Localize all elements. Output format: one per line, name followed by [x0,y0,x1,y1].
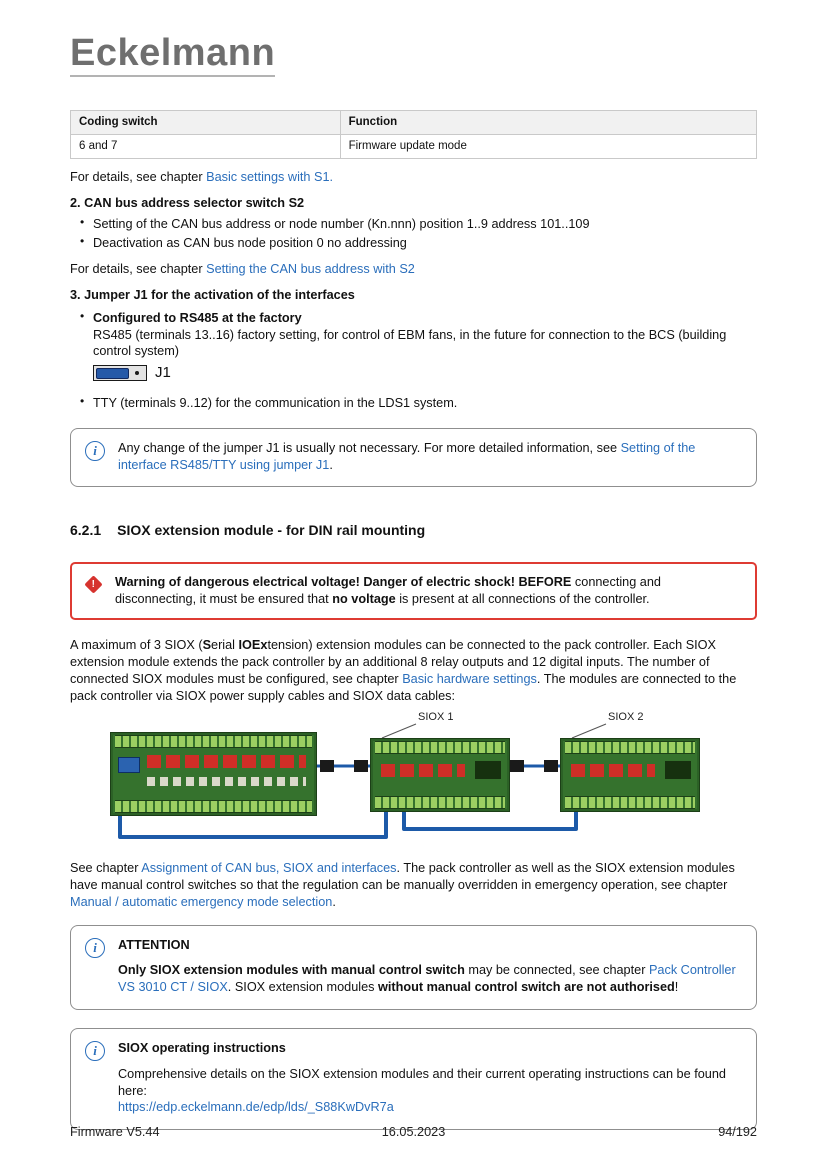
link-manual-automatic-emergency[interactable]: Manual / automatic emergency mode selection [70,894,333,909]
siox-instructions-title: SIOX operating instructions [118,1040,286,1055]
text-segment: A maximum of 3 SIOX ( [70,638,203,653]
text-segment: tension) extension modules can be connected to the pack controller. Each SIOX extension module extends the pack controller by an additional 8 relay outputs and 12 digital inputs. The number of connected SIOX modules must be configured, see chapter [70,638,717,686]
bold-text: no voltage [332,591,396,606]
cable-plug [510,760,524,772]
terminal-strip [115,735,312,748]
siox1-leader-line [382,724,416,738]
siox1-label: SIOX 1 [418,711,454,724]
siox-instructions-body: Comprehensive details on the SIOX extension modules and their current operating instructions can be found here: [118,1066,726,1098]
table-cell-function: Firmware update mode [340,135,756,159]
cable-plug [354,760,368,772]
jumper-graphic-row [93,363,757,383]
jumper-cap [96,368,129,379]
footer-date: 16.05.2023 [381,1125,446,1140]
jumper-label: J1 [155,364,171,382]
details-note-s2 [70,261,757,278]
text-segment: . SIOX extension modules [227,980,378,995]
siox-instructions-box [70,1028,757,1130]
attention-title: ATTENTION [118,937,190,952]
bold-text: Warning of dangerous electrical voltage! Danger of electric shock! BEFORE [115,574,572,589]
link-can-bus-address-s2[interactable]: Setting the CAN bus address with S2 [206,262,415,277]
pack-controller-board [110,732,317,816]
table-header-row [71,111,757,135]
list-item [80,216,757,233]
page-footer [70,1124,757,1141]
terminal-strip [565,741,695,754]
footer-page-number: 94/192 [718,1125,757,1140]
list-item [80,235,757,252]
details-note-s1 [70,169,757,186]
table-row [71,135,757,159]
text-segment: . The modules are connected to the pack controller via SIOX power supply cables and SIOX data cables: [70,671,737,703]
bold-text: Configured to RS485 at the factory [93,310,302,325]
attention-content [118,937,740,996]
bullet-text: Deactivation as CAN bus node position 0 no addressing [93,235,407,250]
terminal-strip [375,796,505,809]
list-item [80,310,757,383]
link-basic-settings-s1[interactable]: Basic settings with S1. [206,170,334,185]
bold-text: IOEx [238,638,268,653]
link-rs485-tty-jumper[interactable]: Setting of the interface RS485/TTY using jumper J1 [118,440,696,472]
heading-jumper-j1: 3. Jumper J1 for the activation of the interfaces [70,288,355,303]
text-segment: Any change of the jumper J1 is usually not necessary. For more detailed information, see [118,440,621,455]
text-segment: erial [211,638,239,653]
cable-plug [320,760,334,772]
table-header-function: Function [340,111,756,135]
text-segment: . The pack controller as well as the SIOX extension modules have manual control switches so that the regulation can be manually overridden in emergency operation, see chapter [70,861,735,893]
note-box-jumper [70,428,757,488]
link-basic-hardware-settings[interactable]: Basic hardware settings [402,671,537,686]
terminal-strip [565,796,695,809]
table-header-coding-switch: Coding switch [71,111,341,135]
terminal-strip [375,741,505,754]
transformer-block [475,761,501,779]
warning-box [70,562,757,621]
s2-bullet-list [70,216,757,252]
siox-instructions-link-row [118,1099,740,1116]
coding-switch-table [70,110,757,159]
siox-instructions-content [118,1040,740,1116]
relay-row [147,755,306,768]
relay-row [571,764,655,777]
text-segment: may be connected, see chapter [464,963,649,978]
note-text [118,440,740,474]
section-title: SIOX extension module - for DIN rail mounting [117,522,426,539]
table-cell-switch: 6 and 7 [71,135,341,159]
attention-body [118,962,740,996]
see-chapter-paragraph [70,860,757,910]
text-segment: See chapter [70,861,142,876]
info-icon: i [85,938,105,958]
attention-box [70,925,757,1010]
info-icon: i [85,441,105,461]
siox2-label: SIOX 2 [608,711,644,724]
transformer-block [665,761,691,779]
text-segment: . [332,894,336,909]
text-segment: For details, see chapter [70,170,207,185]
warning-glyph: ! [91,578,96,590]
text-segment: . [329,457,333,472]
jumper-desc-line: RS485 (terminals 13..16) factory setting, for control of EBM fans, in the future for connection to the BCS (building control system) [93,327,727,359]
heading-can-bus-s2: 2. CAN bus address selector switch S2 [70,196,305,211]
jumper-bold-line [93,310,757,327]
bullet-text: Setting of the CAN bus address or node number (Kn.nnn) position 1..9 address 101..109 [93,216,590,231]
siox-intro-paragraph [70,637,757,704]
link-assignment-can-bus[interactable]: Assignment of CAN bus, SIOX and interfaces [141,861,397,876]
siox1-board [370,738,510,812]
page-content [70,0,757,1130]
bold-text: Only SIOX extension modules with manual control switch [118,963,465,978]
terminal-strip [115,800,312,813]
siox-connection-diagram [70,710,757,850]
link-edp-eckelmann[interactable]: https://edp.eckelmann.de/edp/lds/_S88KwDvR7a [118,1100,394,1115]
cable-plug [544,760,558,772]
warning-text [115,574,741,608]
footer-firmware-version: Firmware V5.44 [70,1125,160,1140]
bold-text: S [202,638,212,653]
component-row [147,777,306,786]
relay-row [381,764,465,777]
info-icon: i [85,1041,105,1061]
bold-text: without manual control switch are not authorised [378,980,675,995]
siox2-board [560,738,700,812]
company-logo: Eckelmann [70,34,275,77]
text-segment: is present at all connections of the controller. [395,591,650,606]
warning-icon [84,575,102,593]
text-segment: connecting and disconnecting, it must be ensured that [115,574,661,606]
blue-connector [118,757,140,773]
text-segment: ! [674,980,679,995]
list-item [80,395,757,412]
section-number: 6.2.1 [70,522,102,539]
link-pack-controller-siox[interactable]: Pack Controller VS 3010 CT / SIOX [118,963,736,995]
jumper-pin [135,371,139,375]
bullet-text: TTY (terminals 9..12) for the communication in the LDS1 system. [93,396,458,411]
jumper-j1-graphic [93,365,147,381]
tty-bullet-list [70,395,757,412]
section-heading [70,521,757,539]
j1-bullet-list [70,310,757,383]
siox2-leader-line [572,724,606,738]
text-segment: For details, see chapter [70,262,207,277]
